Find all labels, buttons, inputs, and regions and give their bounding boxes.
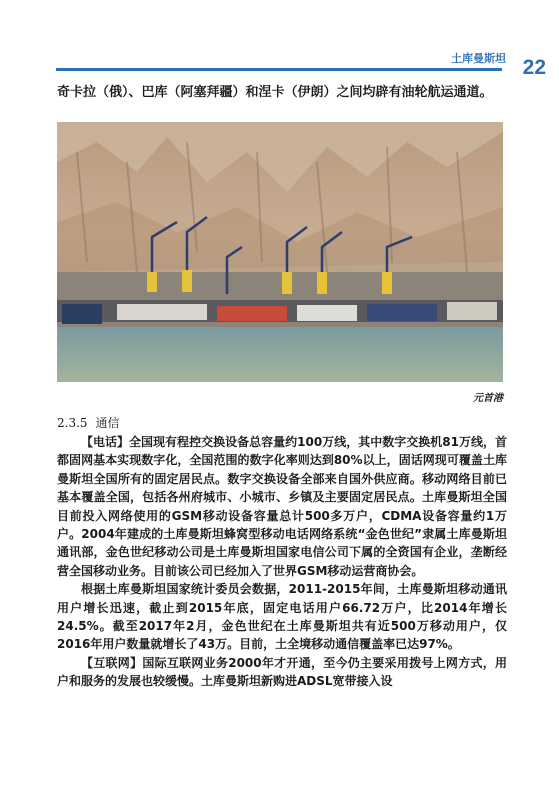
section-number: 2.3.5 [57,416,88,430]
running-title: 土库曼斯坦 [451,52,506,65]
paragraph-internet: 【互联网】国际互联网业务2000年才开通，至今仍主要采用拨号上网方式，用户和服务的发展也较缓慢。土库曼斯坦新购进ADSL宽带接入设 [57,655,507,689]
photo-caption: 元首港 [473,393,503,404]
section-title: 通信 [95,416,120,430]
page-number: 22 [522,56,546,79]
port-photo [57,122,503,382]
header-rule [56,68,502,71]
section-heading [57,414,128,431]
body-text [57,433,507,691]
paragraph-telephone: 【电话】全国现有程控交换设备总容量约100万线，其中数字交换机81万线，首都固网基本实现数字化，全国范围的数字化率则达到80%以上，固话网现可覆盖土库曼斯坦全国所有的固定居民点。数字交换设备全部来自国外供应商。移动网络目前已基本覆盖全国，包括各州府城市、小城市、乡镇及主要固定居民点。土库曼斯坦全国目前投入网络使用的GSM移动设备容量总计500多万户，CDMA设备容量约1万户。2004年建成的土库曼斯坦蜂窝型移动电话网络系统“金色世纪”隶属土库曼斯坦通讯部，金色世纪移动公司是土库曼斯坦国家电信公司下属的全资国有企业，垄断经营全国移动业务。目前该公司已经加入了世界GSM移动运营商协会。 [57,435,507,578]
paragraph-statistics: 根据土库曼斯坦国家统计委员会数据，2011-2015年间，土库曼斯坦移动通讯用户增长迅速，截止到2015年底，固定电话用户66.72万户，比2014年增长24.5%。截至2017年2月，金色世纪在土库曼斯坦共有近500万移动用户，仅2016年用户数量就增长了43万。目前，土全境移动通信覆盖率已达97%。 [57,582,507,652]
page-header [56,46,546,86]
intro-paragraph: 奇卡拉（俄）、巴库（阿塞拜疆）和涅卡（伊朗）之间均辟有油轮航运通道。 [57,85,493,100]
